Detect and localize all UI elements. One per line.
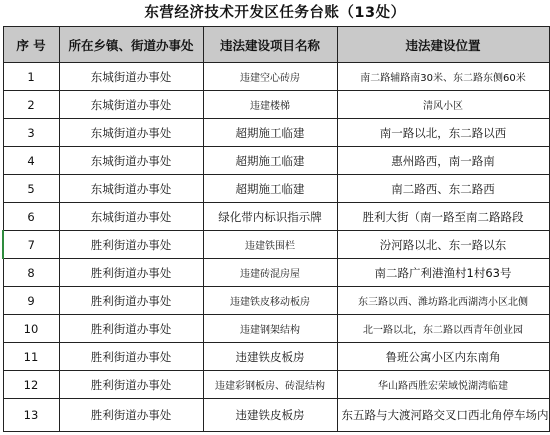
cell-project: 违建彩钢板房、砖混结构 (203, 371, 337, 399)
cell-project: 违建空心砖房 (203, 63, 337, 91)
cell-location: 汾河路以北、东一路以东 (337, 231, 549, 259)
cell-town: 胜利街道办事处 (59, 343, 203, 371)
cell-no: 6 (3, 203, 59, 231)
cell-town: 东城街道办事处 (59, 119, 203, 147)
cell-project: 超期施工临建 (203, 147, 337, 175)
cell-town: 东城街道办事处 (59, 63, 203, 91)
cell-no: 9 (3, 287, 59, 315)
cell-project: 违建砖混房屋 (203, 259, 337, 287)
ledger-table (2, 26, 550, 432)
cell-project: 违建钢架结构 (203, 315, 337, 343)
header-project-name: 违法建设项目名称 (203, 27, 337, 63)
cell-location: 惠州路西，南一路南 (337, 147, 549, 175)
cell-location: 南二路西、东二路西 (337, 175, 549, 203)
cell-no: 10 (3, 315, 59, 343)
cell-no: 5 (3, 175, 59, 203)
table-row (3, 343, 549, 371)
cell-town: 胜利街道办事处 (59, 371, 203, 399)
cell-town: 胜利街道办事处 (59, 231, 203, 259)
header-serial-no: 序 号 (3, 27, 59, 63)
cell-no: 7 (3, 231, 59, 259)
cell-project: 超期施工临建 (203, 175, 337, 203)
cell-no: 8 (3, 259, 59, 287)
table-row (3, 371, 549, 399)
cell-location: 华山路西胜宏荣域悦湖湾临建 (337, 371, 549, 399)
cell-location: 清风小区 (337, 91, 549, 119)
cell-no: 11 (3, 343, 59, 371)
cell-town: 胜利街道办事处 (59, 259, 203, 287)
cell-no: 4 (3, 147, 59, 175)
cell-project: 违建铁皮板房 (203, 343, 337, 371)
table-row (3, 119, 549, 147)
cell-project: 绿化带内标识指示牌 (203, 203, 337, 231)
table-row (3, 203, 549, 231)
cell-no: 1 (3, 63, 59, 91)
table-row (3, 147, 549, 175)
table-row (3, 287, 549, 315)
table-row (3, 315, 549, 343)
header-location: 违法建设位置 (337, 27, 549, 63)
cell-location: 南二路广利港渔村1村63号 (337, 259, 549, 287)
cell-location: 鲁班公寓小区内东南角 (337, 343, 549, 371)
cell-no: 12 (3, 371, 59, 399)
cell-town: 胜利街道办事处 (59, 287, 203, 315)
cell-town: 胜利街道办事处 (59, 399, 203, 432)
table-row (3, 175, 549, 203)
ledger-title: 东营经济技术开发区任务台账（13处） (144, 5, 406, 21)
cell-town: 东城街道办事处 (59, 203, 203, 231)
cell-no: 13 (3, 399, 59, 432)
header-town-office: 所在乡镇、街道办事处 (59, 27, 203, 63)
header-row (3, 27, 549, 63)
cell-location: 东五路与大渡河路交叉口西北角停车场内 (337, 399, 549, 432)
cell-location: 东三路以西、潍坊路北西湖湾小区北侧 (337, 287, 549, 315)
cell-town: 东城街道办事处 (59, 147, 203, 175)
cell-project: 违建铁皮板房 (203, 399, 337, 432)
table-row (3, 231, 549, 259)
table-row (3, 399, 549, 432)
cell-location: 北一路以北，东二路以西青年创业园 (337, 315, 549, 343)
table-row (3, 63, 549, 91)
cell-no: 3 (3, 119, 59, 147)
cell-project: 超期施工临建 (203, 119, 337, 147)
cell-town: 东城街道办事处 (59, 175, 203, 203)
cell-town: 胜利街道办事处 (59, 315, 203, 343)
cell-project: 违建铁围栏 (203, 231, 337, 259)
cell-town: 东城街道办事处 (59, 91, 203, 119)
cell-project: 违建铁皮移动板房 (203, 287, 337, 315)
cell-location: 南二路辅路南30米、东二路东侧60米 (337, 63, 549, 91)
table-row (3, 259, 549, 287)
cell-no: 2 (3, 91, 59, 119)
cell-location: 南一路以北，东二路以西 (337, 119, 549, 147)
cell-project: 违建楼梯 (203, 91, 337, 119)
table-row (3, 91, 549, 119)
cell-location: 胜利大街（南一路至南二路路段 (337, 203, 549, 231)
